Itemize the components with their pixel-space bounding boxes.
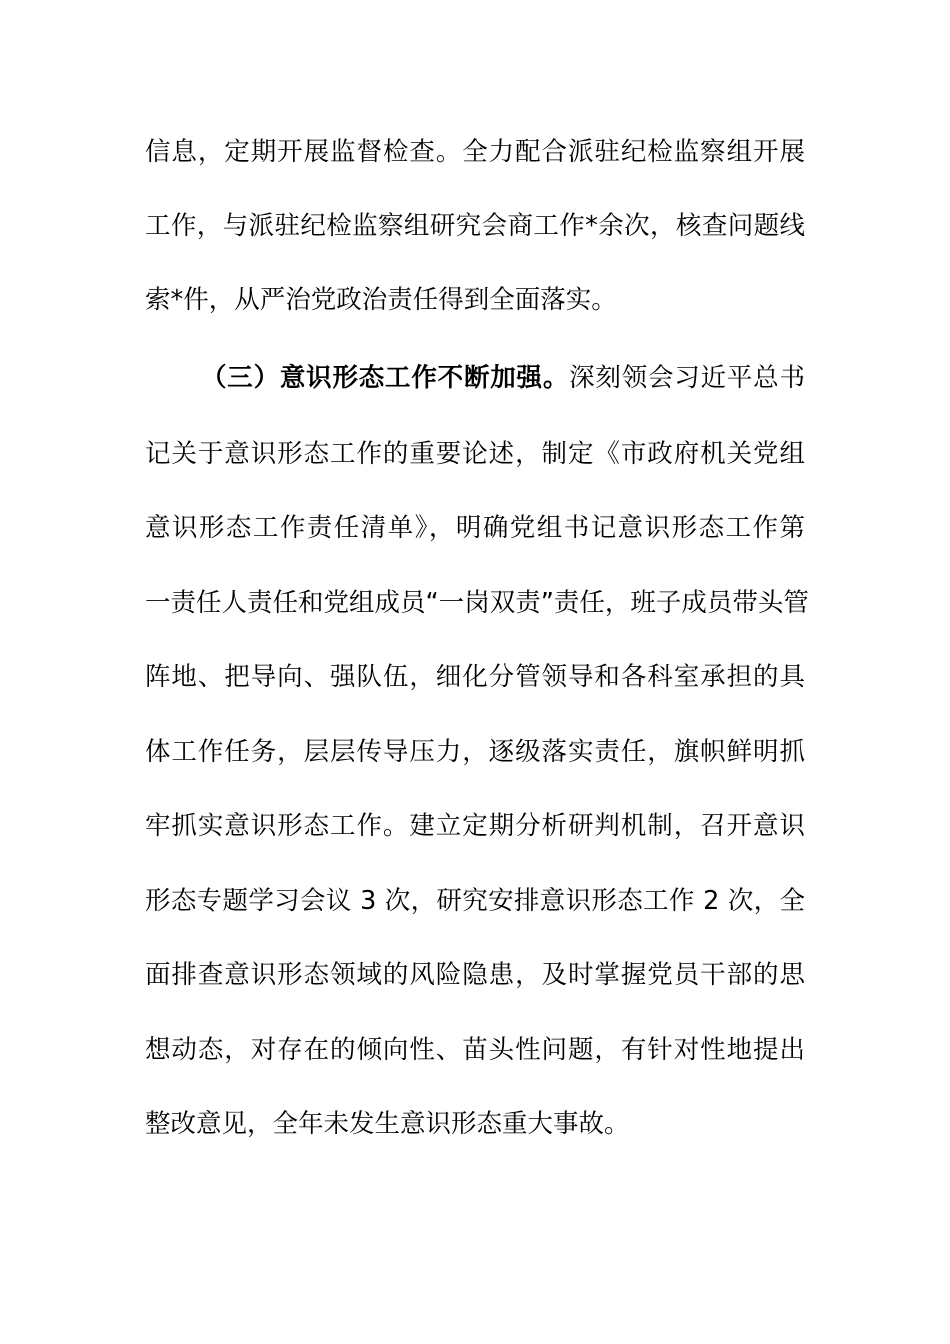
paragraph-line: 面排查意识形态领域的风险隐患，及时掌握党员干部的思	[145, 960, 805, 990]
paragraph-line: 形态专题学习会议 3 次，研究安排意识形态工作 2 次，全	[145, 886, 805, 916]
paragraph-line: 整改意见，全年未发生意识形态重大事故。	[145, 1109, 630, 1139]
paragraph-line: 记关于意识形态工作的重要论述，制定《市政府机关党组	[145, 439, 805, 469]
section-heading-text: 深刻领会习近平总书	[569, 363, 805, 393]
paragraph-line: 阵地、把导向、强队伍，细化分管领导和各科室承担的具	[145, 662, 805, 692]
paragraph-line: 牢抓实意识形态工作。建立定期分析研判机制，召开意识	[145, 811, 805, 841]
paragraph-line: 意识形态工作责任清单》，明确党组书记意识形态工作第	[145, 513, 805, 543]
paragraph-line: 一责任人责任和党组成员“一岗双责”责任，班子成员带头管	[145, 588, 809, 618]
paragraph-line: 体工作任务，层层传导压力，逐级落实责任，旗帜鲜明抓	[145, 737, 805, 767]
paragraph-line: 索*件，从严治党政治责任得到全面落实。	[145, 285, 617, 315]
paragraph-line: 工作，与派驻纪检监察组研究会商工作*余次，核查问题线	[145, 211, 805, 241]
section-heading: （三）意识形态工作不断加强。	[201, 363, 570, 393]
section-heading-line	[201, 358, 805, 398]
paragraph-line: 想动态，对存在的倾向性、苗头性问题，有针对性地提出	[145, 1035, 805, 1065]
paragraph-line: 信息，定期开展监督检查。全力配合派驻纪检监察组开展	[145, 137, 805, 167]
